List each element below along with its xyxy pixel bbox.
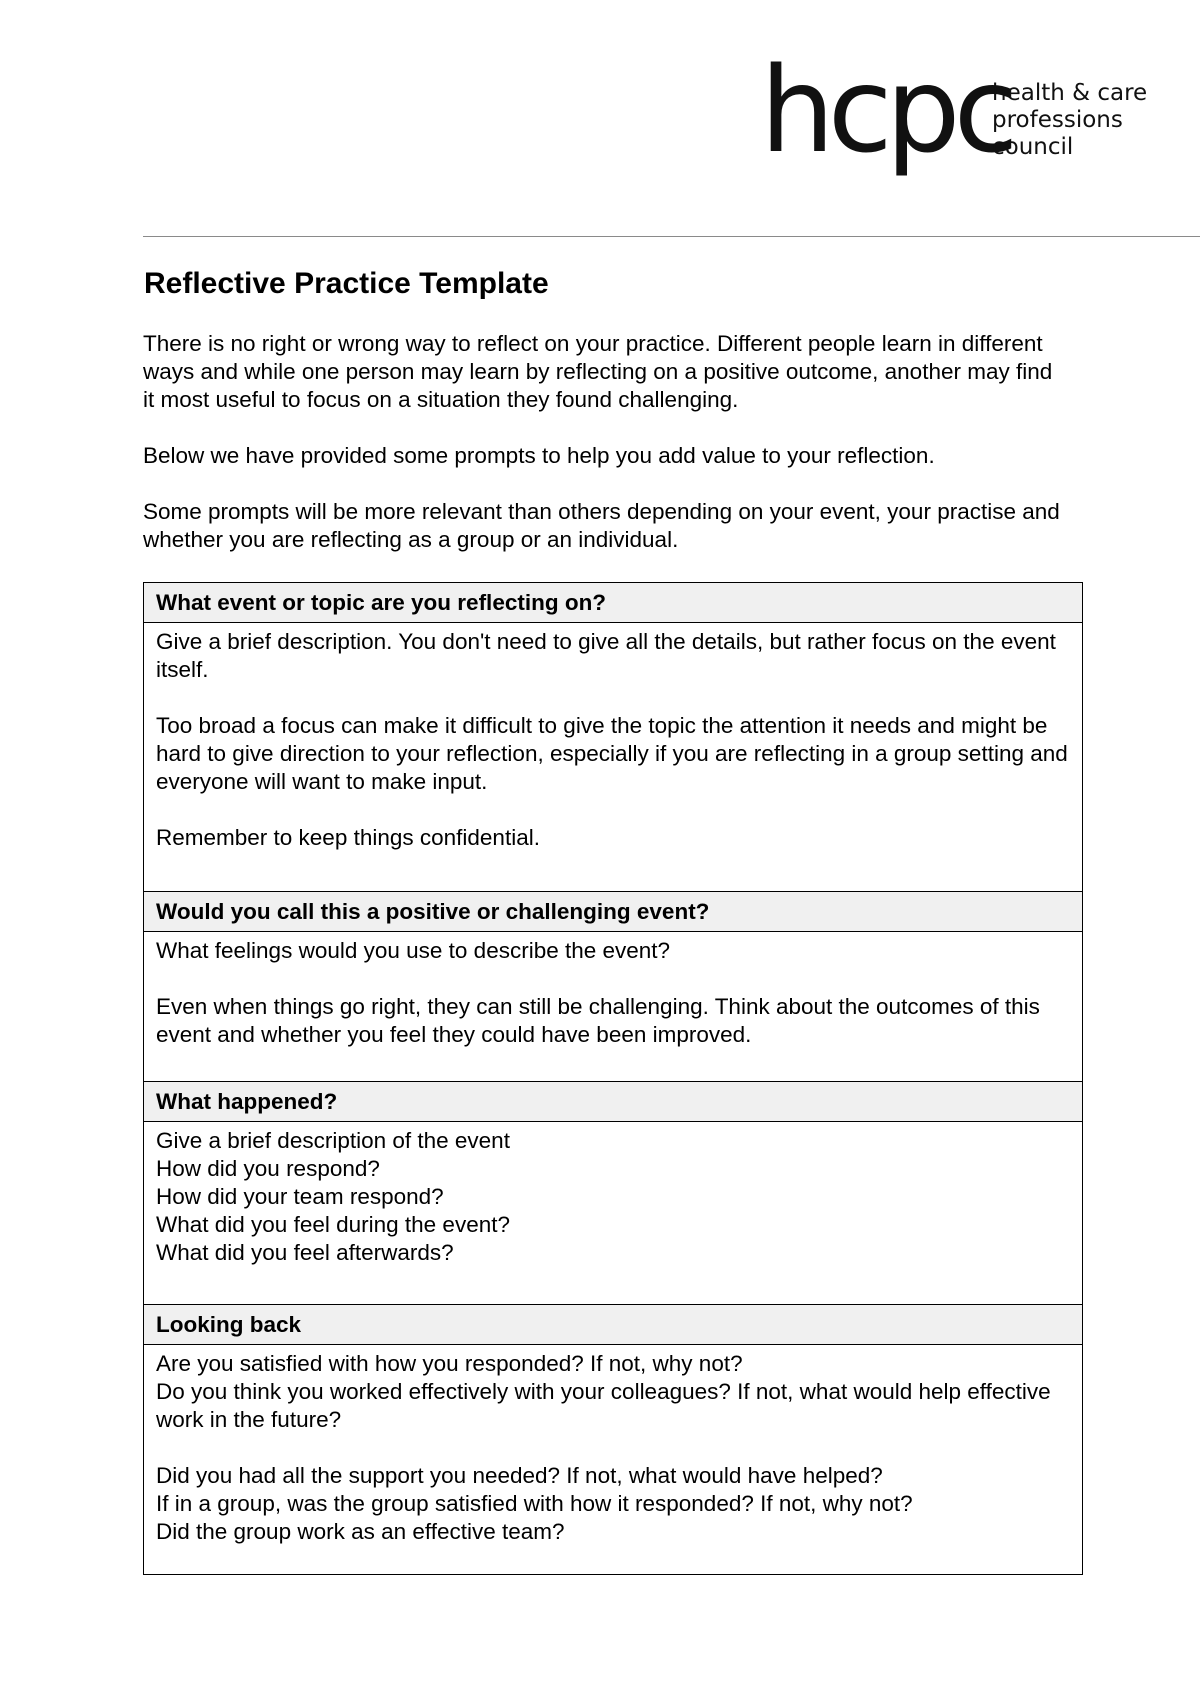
intro-text [143, 330, 1063, 582]
prompt-line: Did you had all the support you needed? If not, what would have helped? [156, 1463, 883, 1488]
prompt-line: What did you feel during the event? [156, 1212, 510, 1237]
section-body-row [144, 1345, 1083, 1575]
section-header-row [144, 1082, 1083, 1122]
intro-paragraph: Some prompts will be more relevant than others depending on your event, your practise and whether you are reflecting as a group or an individual. [143, 499, 1060, 552]
section-heading: What event or topic are you reflecting on? [144, 583, 1083, 623]
prompt-paragraph: Remember to keep things confidential. [156, 825, 540, 850]
section-header-row [144, 892, 1083, 932]
logo-line: council [992, 134, 1074, 160]
hcpc-logo [760, 41, 1160, 180]
logo-line: health & care [992, 80, 1148, 106]
section-body [144, 1345, 1083, 1575]
section-body [144, 932, 1083, 1082]
intro-paragraph: Below we have provided some prompts to help you add value to your reflection. [143, 443, 935, 468]
prompt-line: Give a brief description of the event [156, 1128, 510, 1153]
logo-line: professions [992, 107, 1123, 133]
logo-wordmark [992, 80, 1147, 161]
intro-paragraph: There is no right or wrong way to reflect on your practice. Different people learn in different ways and while one person may learn by reflecting on a positive outcome, another may find it most useful to focus on a situation they found challenging. [143, 331, 1053, 412]
prompt-group [156, 1462, 1070, 1546]
prompt-line: If in a group, was the group satisfied with how it responded? If not, why not? [156, 1491, 913, 1516]
prompt-line: How did your team respond? [156, 1184, 444, 1209]
prompt-line: What did you feel afterwards? [156, 1240, 454, 1265]
prompt-paragraph: Give a brief description. You don't need to give all the details, but rather focus on the event itself. [156, 629, 1056, 682]
prompt-line: Are you satisfied with how you responded? If not, why not? [156, 1351, 743, 1376]
header-divider [143, 236, 1200, 237]
section-body-row [144, 932, 1083, 1082]
prompt-line: Did the group work as an effective team? [156, 1519, 565, 1544]
section-body [144, 1122, 1083, 1305]
section-header-row [144, 1305, 1083, 1345]
section-body-row [144, 623, 1083, 892]
section-heading: Looking back [144, 1305, 1083, 1345]
section-body-row [144, 1122, 1083, 1305]
prompt-paragraph: Even when things go right, they can still be challenging. Think about the outcomes of this event and whether you feel they could have been improved. [156, 994, 1040, 1047]
page-title: Reflective Practice Template [144, 267, 549, 300]
section-heading: Would you call this a positive or challenging event? [144, 892, 1083, 932]
section-heading: What happened? [144, 1082, 1083, 1122]
prompt-group [156, 1350, 1070, 1434]
prompt-line: How did you respond? [156, 1156, 380, 1181]
logo-mark: hcpc [760, 41, 1012, 179]
prompt-line: Do you think you worked effectively with your colleagues? If not, what would help effective work in the future? [156, 1379, 1051, 1432]
prompt-paragraph: Too broad a focus can make it difficult to give the topic the attention it needs and might be hard to give direction to your reflection, especially if you are reflecting in a group setting and everyone will want to make input. [156, 713, 1068, 794]
prompt-table [143, 582, 1083, 1575]
section-header-row [144, 583, 1083, 623]
prompt-paragraph: What feelings would you use to describe the event? [156, 938, 671, 963]
section-body [144, 623, 1083, 892]
